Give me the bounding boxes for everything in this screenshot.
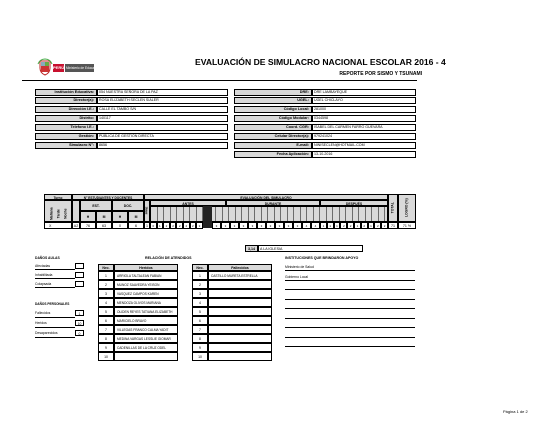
page-title: EVALUACIÓN DE SIMULACRO NACIONAL ESCOLAR 2016 - 4 xyxy=(195,57,446,67)
table-row-name: OLIDEN REYES TATIANA ELIZABETH xyxy=(114,307,178,316)
table-row-number: 7 xyxy=(98,325,114,334)
danos-aulas-title: DAÑOS AULAS xyxy=(35,256,60,260)
list-item xyxy=(285,320,415,328)
info-value: UGEL CHICLAYO xyxy=(312,97,416,104)
info-label: Distrito: xyxy=(35,115,97,122)
score-cell: 2 xyxy=(190,222,197,229)
est-h-header: H xyxy=(80,211,96,222)
est-header: EST. xyxy=(80,200,112,211)
table-row-name: MENDOZA OLIVOS MARIANA xyxy=(114,298,178,307)
table-row-name: MEDINA VARGAS LESSLIE GIOMAR xyxy=(114,334,178,343)
danos-aulas-label: Inhabilitada xyxy=(35,273,53,277)
table-row-number: 10 xyxy=(98,352,114,361)
info-label: UGEL: xyxy=(234,97,312,104)
info-value: CALLE EL TAMBO S/N xyxy=(97,106,228,113)
page-subtitle: REPORTE POR SISMO Y TSUNAMI xyxy=(339,71,422,77)
info-label: Telefono I.E.: xyxy=(35,124,97,131)
logo-ministry-text: Ministerio de Educación xyxy=(66,66,100,70)
antes-header: ANTES xyxy=(150,200,226,206)
info-value: 13-10-2016 xyxy=(312,151,416,158)
list-item xyxy=(285,301,415,309)
table-row-number: 8 xyxy=(98,334,114,343)
table-row-name: CASTILLO MURETA ESTRELLA xyxy=(208,271,272,280)
info-value: ROSA ELIZABETH SECLEN SIALER xyxy=(97,97,228,104)
list-item xyxy=(285,339,415,347)
score-cell: 3 xyxy=(248,222,257,229)
turno-night: Noche xyxy=(63,208,68,219)
logro-value: 71 % xyxy=(398,222,416,229)
danos-personales-value: 10 xyxy=(75,320,84,326)
table-row-name xyxy=(208,352,272,361)
danos-personales-label: Desaparecidos xyxy=(35,331,58,335)
score-cell: 3 xyxy=(266,222,275,229)
sismo-value: A LA IGLESIA xyxy=(258,245,363,252)
score-cell: 1 xyxy=(334,222,341,229)
score-cell: 1 xyxy=(368,222,375,229)
table-row-name xyxy=(208,316,272,325)
evaluation-header: EVALUACIÓN DEL SIMULACRO xyxy=(144,194,388,200)
info-label: E-mail: xyxy=(234,142,312,149)
info-label: Dirección I.E.: xyxy=(35,106,97,113)
score-cell: 2 xyxy=(176,222,183,229)
data-row xyxy=(44,222,416,229)
question-header-strip xyxy=(150,206,388,222)
info-value: PÚBLICA DE GESTIÓN DIRECTA xyxy=(97,133,228,140)
danos-aulas-box xyxy=(75,272,84,278)
table-row-name xyxy=(208,325,272,334)
score-cell: 2 xyxy=(170,222,177,229)
info-label: DRE: xyxy=(234,89,312,96)
table-row-number: 3 xyxy=(98,289,114,298)
table-row-name: VILLEGAS FRANCO CALMA YADIT xyxy=(114,325,178,334)
title-divider xyxy=(22,80,417,81)
score-cell: 3 xyxy=(196,222,203,229)
table-row-name: VASQUEZ CAMPOS KAREN xyxy=(114,289,178,298)
score-cell: 3 xyxy=(212,222,221,229)
antes-scores xyxy=(150,222,203,229)
info-value xyxy=(97,124,228,131)
danos-aulas-label: Colapsada xyxy=(35,282,52,286)
score-cell: 0 xyxy=(150,222,157,229)
nro-header: Nro. xyxy=(98,264,114,271)
info-value: 0344598 xyxy=(312,115,416,122)
score-cell: 2 xyxy=(183,222,190,229)
divider xyxy=(35,278,75,279)
score-cell: 3 xyxy=(275,222,284,229)
table-row-number: 1 xyxy=(98,271,114,280)
score-cell: 2 xyxy=(381,222,388,229)
info-value: NINISECLEN@HOTMAIL.COM xyxy=(312,142,416,149)
table-row-name xyxy=(208,298,272,307)
table-row-name: ARRIOLA TALTALEAN FABIAN xyxy=(114,271,178,280)
info-value: 281000 xyxy=(312,106,416,113)
score-cell: 1 xyxy=(320,222,327,229)
table-row-name xyxy=(208,289,272,298)
table-row-number: 5 xyxy=(98,307,114,316)
info-label: Coord. CGR: xyxy=(234,124,312,131)
danos-personales-value: 1 xyxy=(75,310,84,316)
info-label: Fecha Aplicación: xyxy=(234,151,312,158)
divider xyxy=(35,337,75,338)
atendidos-title: RELACIÓN DE ATENDIDOS xyxy=(145,256,192,260)
total-header: TOTAL xyxy=(390,202,395,214)
students-header: N° ESTUDIANTES Y DOCENTES xyxy=(72,194,144,200)
durante-header: DURANTE xyxy=(226,200,320,206)
page-number: Página 1 de 2 xyxy=(503,409,528,414)
turno-mark: X xyxy=(44,222,72,229)
table-row-name: MARICIELO BRAVO xyxy=(114,316,178,325)
despues-scores xyxy=(320,222,388,229)
apoyo-title: INSTITUCIONES QUE BRINDARON APOYO xyxy=(285,256,359,260)
danos-personales-value: 0 xyxy=(75,330,84,336)
table-row-name xyxy=(114,352,178,361)
danos-aulas-label: Afectadas xyxy=(35,264,51,268)
turno-header: Turno xyxy=(44,194,72,200)
durante-scores xyxy=(212,222,320,229)
table-row-number: 3 xyxy=(192,289,208,298)
info-value: 140117 xyxy=(97,115,228,122)
table-row-number: 6 xyxy=(192,316,208,325)
table-row-number: 7 xyxy=(192,325,208,334)
table-row-number: 8 xyxy=(192,334,208,343)
logro-header: LOGRO (%) xyxy=(404,198,409,218)
list-item: Gobierno Local xyxy=(285,273,415,281)
doc-header: DOC. xyxy=(112,200,144,211)
divider xyxy=(35,317,75,318)
nro2-header: Nro. xyxy=(192,264,208,271)
table-row-name xyxy=(208,280,272,289)
coat-of-arms-icon xyxy=(38,58,52,76)
score-cell: 2 xyxy=(374,222,381,229)
list-item: Ministerio de Salud xyxy=(285,263,415,271)
score-cell: 4 xyxy=(311,222,320,229)
info-value: 8656 xyxy=(97,142,228,149)
list-item xyxy=(285,330,415,338)
info-value: 979241024 xyxy=(312,133,416,140)
heridos-header: Heridos xyxy=(114,264,178,271)
sismo-code: 3,14 xyxy=(245,245,258,252)
danos-aulas-box xyxy=(75,281,84,287)
logo-badge: PERÚ xyxy=(53,65,65,70)
score-cell: 2 xyxy=(361,222,368,229)
est-m-header: M xyxy=(96,211,112,222)
score-cell: 3 xyxy=(230,222,239,229)
table-row-number: 4 xyxy=(192,298,208,307)
turno-afternoon: Tarde xyxy=(56,209,61,219)
info-label: Institución Educativa: xyxy=(35,89,97,96)
info-label: Código Local: xyxy=(234,106,312,113)
total-value: 71 xyxy=(388,222,398,229)
nivel-column-header xyxy=(72,200,80,222)
table-row-number: 1 xyxy=(192,271,208,280)
list-item xyxy=(285,292,415,300)
score-cell: 3 xyxy=(284,222,293,229)
table-row-name: MUNOZ SAAVEDRA YEISON xyxy=(114,280,178,289)
doc-m-header: M xyxy=(128,211,144,222)
danos-personales-label: Heridos xyxy=(35,321,47,325)
info-value: DRE LAMBAYEQUE xyxy=(312,89,416,96)
nivel-value: A2 xyxy=(73,224,79,228)
turno-morning: Mañana xyxy=(49,207,54,221)
score-cell: 2 xyxy=(340,222,347,229)
score-cell: 4 xyxy=(302,222,311,229)
table-row-number: 9 xyxy=(98,343,114,352)
logo xyxy=(38,58,133,80)
table-row-number: 10 xyxy=(192,352,208,361)
info-label: Código Modular: xyxy=(234,115,312,122)
score-cell: 1 xyxy=(354,222,361,229)
est-m-value: 63 xyxy=(96,222,112,229)
score-cell: 3 xyxy=(239,222,248,229)
info-value: 054 NUESTRA SEÑORA DE LA PAZ xyxy=(97,89,228,96)
score-cell: 1 xyxy=(327,222,334,229)
info-label: Director(a): xyxy=(35,97,97,104)
plan-header: PPRE xyxy=(144,206,149,215)
table-row-number: 6 xyxy=(98,316,114,325)
score-cell: 3 xyxy=(257,222,266,229)
info-label: Gestión: xyxy=(35,133,97,140)
table-row-number: 2 xyxy=(192,280,208,289)
table-row-number: 2 xyxy=(98,280,114,289)
doc-m-value: 6 xyxy=(128,222,144,229)
score-cell: 1 xyxy=(157,222,164,229)
doc-h-header: H xyxy=(112,211,128,222)
danos-personales-label: Fallecidos xyxy=(35,311,51,315)
divider xyxy=(35,287,75,288)
info-value: ISABEL DEL CARMEN FARRO GUEVARA xyxy=(312,124,416,131)
table-row-name: CADENILLAS DE LA CRUZ ODEL xyxy=(114,343,178,352)
score-cell: 2 xyxy=(347,222,354,229)
divider xyxy=(35,327,75,328)
table-row-name xyxy=(208,343,272,352)
doc-h-value: 0 xyxy=(112,222,128,229)
score-cell: 2 xyxy=(163,222,170,229)
fallecidos-header: Fallecidos xyxy=(208,264,272,271)
plan-value: 1 xyxy=(146,224,148,228)
est-h-value: 76 xyxy=(80,222,96,229)
score-cell: 3 xyxy=(221,222,230,229)
divider xyxy=(35,269,75,270)
info-label: Celular Director(a): xyxy=(234,133,312,140)
info-label: Simulacro N°: xyxy=(35,142,97,149)
table-row-number: 5 xyxy=(192,307,208,316)
score-cell: 3 xyxy=(293,222,302,229)
table-row-name xyxy=(208,307,272,316)
table-row-name xyxy=(208,334,272,343)
list-item xyxy=(285,311,415,319)
despues-header: DESPUÉS xyxy=(320,200,388,206)
danos-personales-title: DAÑOS PERSONALES xyxy=(35,302,70,306)
list-item xyxy=(285,282,415,290)
table-row-number: 4 xyxy=(98,298,114,307)
danos-aulas-box xyxy=(75,263,84,269)
table-row-number: 9 xyxy=(192,343,208,352)
